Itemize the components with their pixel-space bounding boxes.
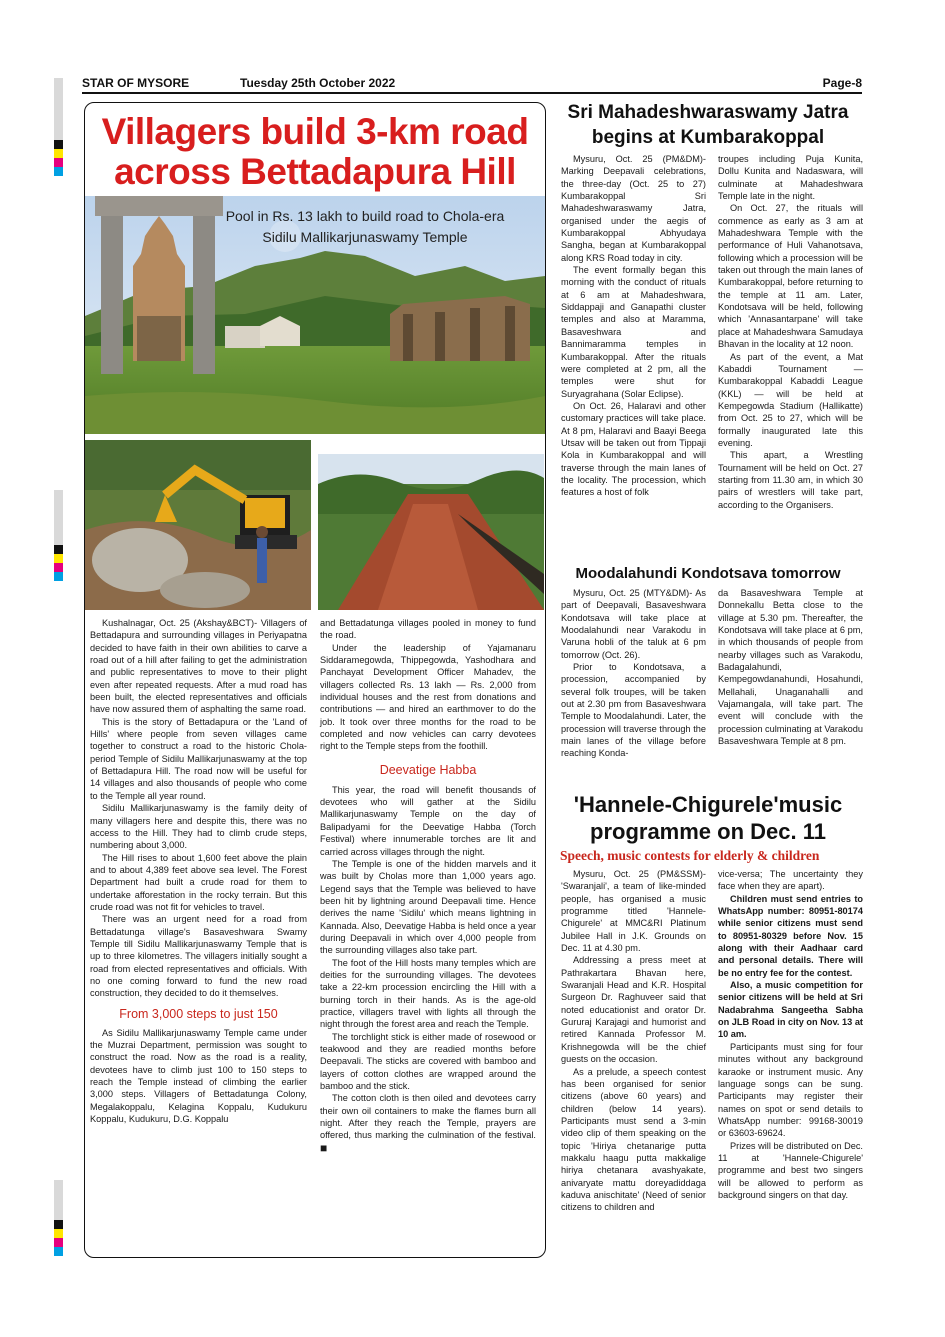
paragraph: The Hill rises to about 1,600 feet above the plain and to about 4,389 feet above sea level. The Forest Department had built a crude road for them to undertake afforestation in the rocky terrain. But this crude road was not fit for vehicles to travel.	[90, 852, 307, 912]
masthead	[82, 74, 862, 92]
paragraph: Mysuru, Oct. 25 (PM&SSM)- 'Swaranjali', a team of like-minded people, has organised a music programme titled 'Hannele-Chigurele' at MMC&RI Platinum Jubilee Hall in J.K. Grounds on Dec. 11 at 4.30 pm.	[561, 869, 706, 954]
paragraph: and Bettadatunga villages pooled in money to fund the road.	[320, 618, 536, 641]
issue-date: Tuesday 25th October 2022	[240, 76, 396, 90]
paragraph: Mysuru, Oct. 25 (PM&DM)- Marking Deepavali celebrations, the three-day (Oct. 25 to 27) Kumbarakoppal Sri Mahadeshwaraswamy Jatra, organised under the aegis of Kumbarakoppal Abhyudaya Sangha, began at Kumbarakoppal along KRS Road today in city.	[561, 154, 706, 263]
lead-headline-line2: across Bettadapura Hill	[114, 151, 516, 192]
paragraph: The Temple is one of the hidden marvels and it was built by Cholas more than 1,000 years ago. Legend says that the Temple was believed to have been hit by lightning around Deepavali time. Hence derives the name 'Sidilu' which means lightning in Kannada. Also, Deevatige Habba is held once a year during Deepavali in which over 4,000 people from the surrounding villages also take part.	[320, 858, 536, 956]
subhead-deevatige: Deevatige Habba	[379, 762, 477, 777]
deck-line2: Sidilu Mallikarjunaswamy Temple	[262, 229, 468, 245]
road-photo	[318, 454, 544, 610]
music-headline	[553, 791, 863, 845]
paper-name: STAR OF MYSORE	[82, 76, 190, 90]
paragraph: da Basaveshwara Temple at Donnekallu Betta close to the village at 5.30 pm. Thereafter, the Kondotsava will take place at 6 pm, in which thousands of people from nearby villages such as Varakodu, Badagalahundi, Kempegowdanahundi, Hosahundi, Mellahali, Unaganahalli and Vajamangala, will take part. The event will conclude with the procession culminating at Varakodu Basaveshwara Temple at 8 pm.	[718, 588, 863, 747]
paragraph: This year, the road will benefit thousands of devotees who will gather at the Sidilu Mallikarjunaswamy Temple on the day of Balipadyami for the Deevatige Habba (Torch Festival) where innumerable torches are lit and carried across villages through the night.	[320, 784, 536, 857]
deck-line1: Pool in Rs. 13 lakh to build road to Chola-era	[225, 208, 505, 224]
paragraph: The cotton cloth is then oiled and devotees carry their own oil containers to make the flames burn all night. After they reach the Temple, prayers are offered, thus marking the culmination of the festival.	[320, 1093, 536, 1141]
paragraph: On Oct. 27, the rituals will commence as early as 3 am at Mahadeshwara Temple with the performance of Huli Vahanotsava, following which a procession will be taken out through the main lanes of Kumbarakoppal, before returning to the temple at 11 am. Later, Kondotsava will be held, following which 'Annasantarpane' will take place at Mahadeshwara Samudaya Bhavan in the locality at 12 noon.	[718, 203, 863, 350]
lead-deck	[215, 206, 515, 248]
paragraph: troupes including Puja Kunita, Dollu Kunita and Nadaswara, will culminate at Mahadeshwara Temple late in the night.	[718, 154, 863, 202]
end-mark: ■	[320, 1140, 328, 1155]
music-headline-line2: programme on Dec. 11	[590, 819, 826, 844]
kondotsava-headline: Moodalahundi Kondotsava tomorrow	[575, 565, 841, 582]
paragraph: Prior to Kondotsava, a procession, accompanied by several folk troupes, will be taken out at 2.30 pm from Basaveshwara Temple to Moodalahundi. Later, the procession will traverse through the main lanes of the village before reaching Konda-	[561, 662, 706, 759]
registration-mark	[54, 1180, 63, 1256]
paragraph: Under the leadership of Yajamanaru Siddaramegowda, Thippegowda, Yashodhara and Panchayat Development Officer Mahadev, the villagers collected Rs. 13 lakh — Rs. 2,000 from individual houses and the rest from donations and contributions — and hired an earthmover to do the job. It took over three months for the road to be completed and now vehicles can carry devotees right to the Temple steps from the foothill.	[320, 642, 536, 752]
paragraph: Mysuru, Oct. 25 (MTY&DM)- As part of Deepavali, Basaveshwara Kondotsava will take place at Moodalahundi near Varakodu in Varuna hobli of the taluk at 6 pm tomorrow (Oct. 26).	[561, 588, 706, 660]
paragraph: Kushalnagar, Oct. 25 (Akshay&BCT)- Villagers of Bettadapura and surrounding villages in Periyapatna decided to have faith in their own abilities to carve a road out of a hill after failing to get the administration and public representatives to move to their plight even after repeated requests. After a mud road has been built, the elected representatives and officials have now assured them of asphalting the same road.	[90, 618, 307, 715]
paragraph: As a prelude, a speech contest has been organised for senior citizens (above 60 years) and children (below 14 years). Participants must send a 3-min video clip of them speaking on the topic 'Hiriya chetanarige putta makkalu haagu putta makkalige hiriya chetanara avashyakate, anivaryate mattu doreyadiddaga kaduva anischitate' (Need of senior citizens to children and	[561, 1066, 706, 1213]
paragraph: The foot of the Hill hosts many temples which are deities for the surrounding villages. The devotees take a 22-km procession encircling the Hill with a burning torch in their hands. As is the age-old practice, villagers travel with lights all through the night through the forest area and reach the Temple.	[320, 957, 536, 1030]
jatra-headline	[553, 100, 863, 150]
paragraph: There was an urgent need for a road from Bettadatunga village's Basaveshwara Swamy Temple till Sidilu Mallikarjunaswamy Temple that is up to three kilometres. The villagers initially sought a road from elected representatives and officials. With no one coming forward to fund the new road construction, they decided to do it themselves.	[90, 914, 307, 999]
masthead-rule	[82, 92, 862, 94]
paragraph-bold: Children must send entries to WhatsApp number: 80951-80174 while senior citizens must send to 80951-80329 before Nov. 15 along with their Aadhaar card and personal details. There will be no entry fee for the contest.	[718, 893, 863, 978]
lead-column-1	[90, 617, 307, 1125]
jatra-headline-line2: begins at Kumbarakoppal	[591, 127, 825, 148]
subhead-steps: From 3,000 steps to just 150	[119, 1006, 278, 1021]
kondotsava-column-1	[561, 587, 706, 760]
jatra-column-1	[561, 153, 706, 499]
page-number: Page-8	[822, 76, 862, 90]
paragraph: vice-versa; The uncertainty they face when they are apart).	[718, 869, 863, 892]
paragraph: As part of the event, a Mat Kabaddi Tournament — Kumbarakoppal Kabaddi League (KKL) — will be held at Kempegowda Stadium (Hallikatte) from Oct. 25 to 27, which will be formally inaugurated late this evening.	[718, 351, 863, 448]
paragraph-bold: Also, a music competition for senior citizens will be held at Sri Nadabrahma Sangeetha Sabha on JLB Road in city on Nov. 13 at 10 am.	[718, 980, 863, 1040]
music-headline-line1: 'Hannele-Chigurele'music	[573, 792, 843, 817]
paragraph: The torchlight stick is either made of rosewood or teakwood and they are readied months before Deepavali. The sticks are covered with bamboo and layers of cotton clothes are wrapped around the bamboo and the stick.	[320, 1031, 536, 1092]
lead-headline	[90, 112, 540, 192]
paragraph: This apart, a Wrestling Tournament will be held on Oct. 27 starting from 11.30 am, in which 30 pairs of wrestlers will take part, according to the Organisers.	[718, 450, 863, 510]
registration-mark	[54, 490, 63, 581]
paragraph: As Sidilu Mallikarjunaswamy Temple came under the Muzrai Department, permission was sought to construct the road. Now as the road is a reality, devotees have to climb just 100 to 150 steps to reach the Temple instead of climbing the earlier 3,000 steps. Villagers of Bettadatunga Colony, Megalakoppalu, Kelagina Koppalu, Kudukuru Koppalu, Kudukuru, D.G. Koppalu	[90, 1027, 307, 1125]
lead-column-2	[320, 617, 536, 1155]
earthmover-photo	[85, 440, 311, 610]
music-kicker: Speech, music contests for elderly & children	[560, 848, 820, 863]
music-column-2	[718, 868, 863, 1201]
kondotsava-column-2	[718, 587, 863, 747]
paragraph: On Oct. 26, Halaravi and other customary practices will take place. At 8 pm, Halaravi and Baayi Beega Utsav will be taken out from Tippaji Kola in Kumbarakoppal and will traverse through the main lanes of the locality. The procession, which features a host of folk	[561, 400, 706, 498]
paragraph: Participants must sing for four minutes without any background karaoke or instrument music. Any language songs can be sung. Participants may register their names on spot or send details to WhatsApp number: 99168-30019 or 63603-69624.	[718, 1041, 863, 1139]
paragraph: The event formally began this morning with the conduct of rituals at 6 am at Mahadeshwara, Siddappaji and Ganapathi cluster temples and also at Maramma, Basaveshwara and Bannimaramma temples in Kumbarakoppal. After the rituals were completed at 2 pm, all the temples were shut for Suryagrahana (Solar Eclipse).	[561, 265, 706, 399]
paragraph: Sidilu Mallikarjunaswamy is the family deity of many villagers here and despite this, there was no access to the Hill. They had to climb crude steps, numbering about 3,000.	[90, 803, 307, 851]
paragraph: Addressing a press meet at Pathrakartara Bhavan here, Swaranjali Head and K.R. Hospital Surgeon Dr. Raghuveer said that noted educationist and orator Dr. Gururaj Karajagi and humorist and retired Kannada Professor M. Krishnegowda will be the chief guests on the occasion.	[561, 955, 706, 1065]
lead-headline-line1: Villagers build 3-km road	[101, 111, 529, 152]
music-column-1	[561, 868, 706, 1214]
paragraph: This is the story of Bettadapura or the 'Land of Hills' where people from seven villages came together to construct a road to the historic Chola-period Temple of Sidilu Mallikarjunaswamy at the top of Bettadapura Hill. The road now will be useful for 14 villages and also thousands of people who come to the Temple all year round.	[90, 716, 307, 801]
registration-mark	[54, 78, 63, 176]
jatra-headline-line1: Sri Mahadeshwaraswamy Jatra	[567, 102, 849, 123]
paragraph: Prizes will be distributed on Dec. 11 at 'Hannele-Chigurele' programme and best two singers will be allowed to perform as background singers on that day.	[718, 1140, 863, 1200]
jatra-column-2	[718, 153, 863, 511]
